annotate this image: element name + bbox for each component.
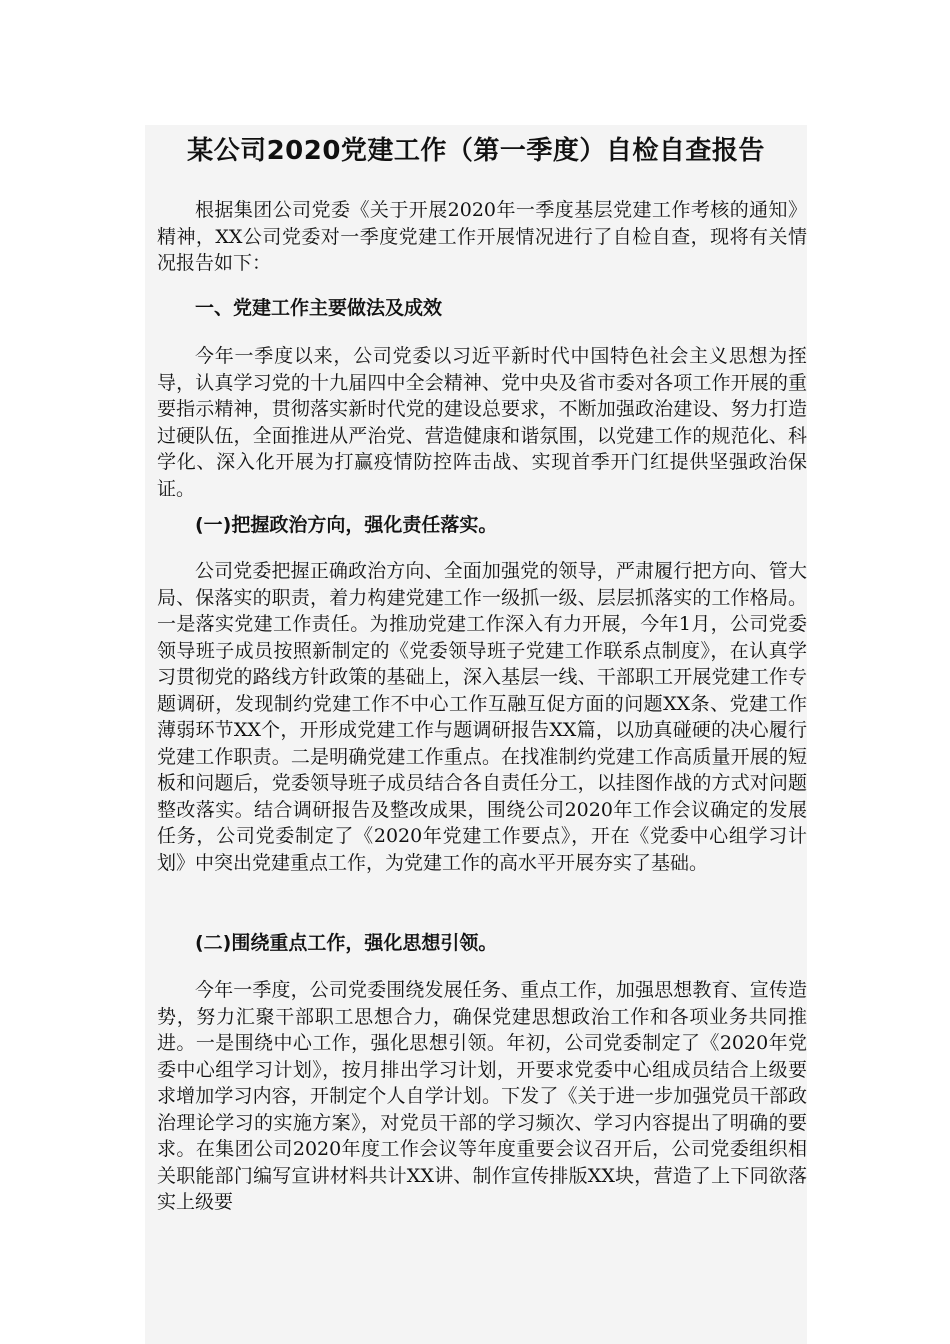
section-heading-1: 一、党建工作主要做法及成效 xyxy=(195,297,443,319)
document-page xyxy=(145,125,807,1344)
subsection-heading-1: (一)把握政治方向，强化责任落实。 xyxy=(195,514,498,536)
intro-paragraph: 根据集团公司党委《关于开展2020年一季度基层党建工作考核的通知》精神，XX公司党委对一季度党建工作开展情况进行了自检自查，现将有关情况报告如下： xyxy=(157,199,807,274)
subsection-heading-2: (二)围绕重点工作，强化思想引领。 xyxy=(195,932,498,954)
document-title: 某公司2020党建工作（第一季度）自检自查报告 xyxy=(187,136,765,166)
subsection-1-paragraph: 公司党委把握正确政治方向、全面加强党的领导，严肃履行把方向、管大局、保落实的职责，着力构建党建工作一级抓一级、层层抓落实的工作格局。一是落实党建工作责任。为推劢党建工作深入有力开展，今年1月，公司党委领导班子成员按照新制定的《党委领导班子党建工作联系点制度》，在认真学习贯彻党的路线方针政策的基础上，深入基层一线、干部职工开展党建工作专题调研，发现制约党建工作不中心工作互融互促方面的问题XX条、党建工作薄弱环节XX个，开形成党建工作与题调研报告XX篇，以劢真碰硬的决心履行党建工作职责。二是明确党建工作重点。在找准制约党建工作高质量开展的短板和问题后，党委领导班子成员结合各自责任分工，以挂图作战的方式对问题整改落实。结合调研报告及整改成果，围绕公司2020年工作会议确定的发展任务，公司党委制定了《2020年党建工作要点》，开在《党委中心组学习计划》中突出党建重点工作，为党建工作的高水平开展夯实了基础。 xyxy=(157,560,807,874)
section-1-paragraph: 今年一季度以来，公司党委以习近平新时代中国特色社会主义思想为挃导，认真学习党的十九届四中全会精神、党中央及省市委对各项工作开展的重要指示精神，贯彻落实新时代党的建设总要求，不断加强政治建设、努力打造过硬队伍，全面推进从严治党、营造健康和谐氛围，以党建工作的规范化、科学化、深入化开展为打赢疫情防控阵击战、实现首季开门红提供坚强政治保证。 xyxy=(157,345,807,500)
subsection-2-paragraph: 今年一季度，公司党委围绕发展任务、重点工作，加强思想教育、宣传造势，努力汇聚干部职工思想合力，确保党建思想政治工作和各项业务共同推进。一是围绕中心工作，强化思想引领。年初，公司党委制定了《2020年党委中心组学习计划》，按月排出学习计划，开要求党委中心组成员结合上级要求增加学习内容，开制定个人自学计划。下发了《关于进一步加强党员干部政治理论学习的实施方案》，对党员干部的学习频次、学习内容提出了明确的要求。在集团公司2020年度工作会议等年度重要会议召开后，公司党委组织相关职能部门编写宣讲材料共计XX讲、制作宣传排版XX块，营造了上下同欲落实上级要 xyxy=(157,979,807,1213)
